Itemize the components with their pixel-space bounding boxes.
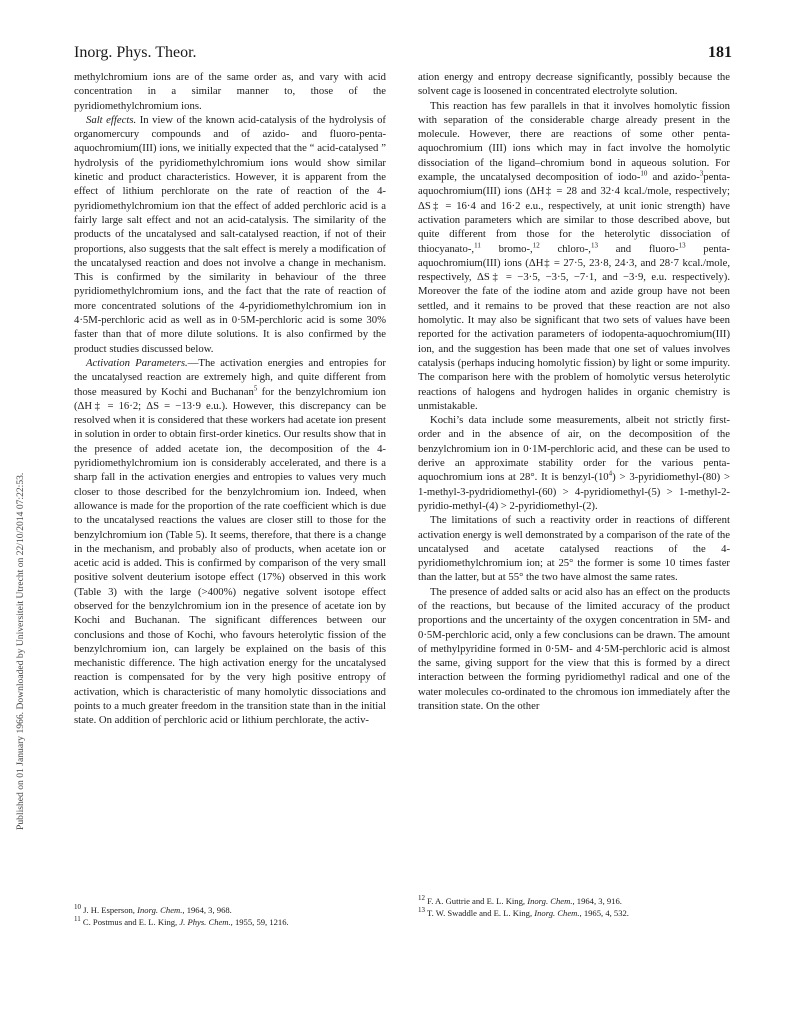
footnote-text: F. A. Guttrie and E. L. King, bbox=[425, 896, 528, 906]
paragraph-text: penta-aquochromium(III) ions (ΔH‡ = 27·5, 23·8, 24·3, and 28·7 kcal./mole, respectively, ΔS‡ = −3·5, −3·5, −7·1, and −3·9, e.u. respectively). Moreover the fate of the iodine atom and azide group have not been settled, and it remains to be proved that these reaction are not also homolytic. It may also be significant that two sets of values have been reported for the activation parameters of iodopenta-aquochromium(III) ion, and the suggestion has been made that one set of values involves catalysis (perhaps inducing homolytic fission) by light or some impurity. The comparison here with the problem of homolytic versus heterolytic reactions of halogens and hydrogen halides in organic chemistry is unmistakable. bbox=[418, 242, 730, 412]
footnote-journal: Inorg. Chem. bbox=[534, 907, 580, 918]
footnote-journal: J. Phys. Chem. bbox=[179, 916, 231, 927]
paragraph-activation-parameters bbox=[74, 356, 386, 728]
paragraph-salt-effects bbox=[74, 113, 386, 356]
reference-marker: 3 bbox=[699, 169, 704, 178]
section-heading-activation-parameters: Activation Parameters. bbox=[86, 356, 188, 369]
footnote-number: 12 bbox=[418, 894, 425, 903]
paragraph bbox=[418, 413, 730, 513]
paragraph-text: and azido- bbox=[647, 171, 700, 184]
reference-marker: 10 bbox=[640, 169, 648, 178]
left-column bbox=[74, 70, 386, 900]
footnote-text: C. Postmus and E. L. King, bbox=[80, 916, 180, 927]
paragraph-text: and fluoro- bbox=[597, 242, 679, 255]
paragraph-text: penta-aquochromium(III) ions (ΔH‡ = 28 and 32·4 kcal./mole, respectively; ΔS‡ = 16·4 and 16·2 e.u., respectively, at unit ionic strength) have activation parameters which are similar to those described above, but quite different from those for the heterolytic dissociation of thiocyanato-, bbox=[418, 171, 730, 255]
footnote-text: T. W. Swaddle and E. L. King, bbox=[425, 907, 535, 918]
section-heading-salt-effects: Salt effects. bbox=[86, 113, 137, 126]
page-number: 181 bbox=[708, 44, 732, 61]
paragraph-text: In view of the known acid-catalysis of the hydrolysis of organomercury compounds and of azido- and fluoro-penta-aquochromium(III) ions, we initially expected that the “ acid-catalysed ” hydrolysis of the pyridiomethylchromium ions would show similar kinetic and product characteristics. However, it is apparent from the effect of lithium perchlorate on the rate of reaction of the 4-pyridiomethylchromium ion that the effect of added perchloric acid is a fairly large salt effect and not an acid-catalysis. The similarity of the products of the uncatalysed and salt-catalysed reaction, if not of their proportions, also suggests that the salt effect is merely a modification of the uncatalysed reaction and does not involve a change in mechanism. This is confirmed by the similarity in behaviour of the three pyridiomethylchromium ions, and the fact that the rate of reaction of more concentrated solutions of the 4-pyridiomethylchromium ion in 4·5M-perchloric acid as well as in 0·5M-perchloric acid is some 30% faster than that of more dilute solutions. It is also confirmed by the product studies discussed below. bbox=[74, 113, 386, 355]
footnote bbox=[74, 905, 386, 917]
exponent: 4 bbox=[608, 469, 613, 478]
reference-marker: 5 bbox=[253, 383, 258, 392]
paragraph-text: bromo-, bbox=[480, 242, 533, 255]
footnote-tail: , 1964, 3, 968. bbox=[182, 905, 232, 915]
footnote-journal: Inorg. Chem. bbox=[137, 905, 183, 915]
paragraph: ation energy and entropy decrease significantly, possibly because the solvent cage is loosened in concentrated electrolyte solution. bbox=[418, 71, 730, 98]
paragraph: methylchromium ions are of the same order as, and vary with acid concentration in a similar manner to, those of the pyridiomethylchromium ions. bbox=[74, 71, 386, 112]
footnote-text: J. H. Esperson, bbox=[81, 905, 138, 915]
paragraph-text: ) > 3-pyridiomethyl-(80) > 1-methyl-3-pydridiomethyl-(60) > 4-pyridiomethyl-(5) > 1-methyl-2-pyridio-methyl-(4) > 2-pyridiomethyl-(2). bbox=[418, 471, 730, 512]
reference-marker: 13 bbox=[678, 241, 686, 249]
footnote-number: 11 bbox=[74, 914, 81, 923]
footnote bbox=[74, 914, 386, 929]
page-header bbox=[74, 44, 732, 66]
paragraph-text: for the benzylchromium ion (ΔH‡ = 16·2; ΔS = −13·9 e.u.). However, this discrepancy can be resolved when it is considered that these workers had acetate ion present in solution in order to obtain first-order kinetics. Our results show that in the presence of added acetate ion, the decomposition of the 4-pyridiomethylchromium ion is considerably accelerated, and there is a sharp fall in the activation energies and entropies to values very much closer to those described for the benzylchromium ion. Indeed, when allowance is made for the proportion of the rate coefficient which is due to the uncatalysed reactions the values are closer still to those for the benzylchromium ion (Table 5). It seems, therefore, that there is a change in the mechanism, and probably also of products, when acetate ion or acetic acid is added. This is confirmed by comparison of the very small positive solvent deuterium isotope effect (17%) observed in this work (Table 3) with the large (>400%) negative solvent isotope effect observed for the benzylchromium ion in the presence of acetate ion by Kochi and Buchanan. The significant differences between our conclusions and those of Kochi, who favours heterolytic fission of the benzylchromium ion, can largely be explained on the basis of this mechanistic difference. The high activation energy for the uncatalysed reaction is compensated for by the very high positive entropy of activation, which is characteristic of many homolytic dissociations and points to a much greater freedom in the transition state than in the initial state. On addition of perchloric acid or lithium perchlorate, the activ- bbox=[74, 385, 386, 727]
paragraph-text: This reaction has few parallels in that it involves homolytic fission with separation of the considerable charge already present in the molecule. However, there are reactions of some other penta-aquochromium (III) ions which may in fact involve the homolytic dissociation of the ligand–chromium bond in aqueous solution. For example, the uncatalysed decomposition of iodo- bbox=[418, 99, 730, 184]
footnote-number: 13 bbox=[418, 905, 425, 914]
footnote-tail: , 1964, 3, 916. bbox=[572, 896, 622, 906]
reference-marker: 12 bbox=[532, 241, 540, 249]
download-watermark bbox=[3, 200, 26, 830]
footnote-journal: Inorg. Chem. bbox=[527, 896, 573, 906]
paragraph: The presence of added salts or acid also has an effect on the products of the reactions, but because of the limited accuracy of the product proportions and the uncertainty of the oxygen concentration in 5M- and 0·5M-perchloric acid, only a few conclusions can be drawn. The amount of methylpyridine formed in 0·5M- and 4·5M-perchloric acid is almost the same, giving support for the view that this is formed by a direct interaction between the forming pyridiomethyl radical and one of the water molecules co-ordinated to the chromous ion immediately after the transition state. On the other bbox=[418, 585, 730, 713]
reference-marker: 13 bbox=[590, 241, 598, 249]
download-note: Published on 01 January 1966. Downloaded by Universiteit Utrecht on 22/10/2014 07:22:53. bbox=[15, 472, 26, 830]
footnote bbox=[418, 896, 730, 908]
paragraph bbox=[418, 99, 730, 414]
footnote bbox=[418, 905, 730, 920]
paragraph: The limitations of such a reactivity order in reactions of different activation energy is well demonstrated by a comparison of the rate of the uncatalysed and acetate catalysed reactions of the 4-pyridiomethylchromium ion; at 25° the former is some 10 times faster than the latter, but at 55° the two have almost the same rates. bbox=[418, 514, 730, 584]
paragraph-text: chloro-, bbox=[539, 242, 591, 255]
paragraph-text: Kochi’s data include some measurements, albeit not strictly first-order and in the absence of air, on the decomposition of the benzylchromium ion in 0·1M-perchloric acid, and these can be used to derive an approximate stability order for the various penta-aquochromium ions at 28°. It is benzyl-(10 bbox=[418, 414, 730, 484]
journal-title: Inorg. Phys. Theor. bbox=[74, 44, 197, 61]
footnote-tail: , 1955, 59, 1216. bbox=[230, 916, 289, 927]
footnotes-right bbox=[418, 896, 730, 919]
reference-marker: 11 bbox=[474, 241, 481, 249]
paragraph-text: —The activation energies and entropies for the uncatalysed reaction are extremely high, and quite different from those measured by Kochi and Buchanan bbox=[74, 356, 386, 398]
footnote-number: 10 bbox=[74, 903, 81, 912]
footnotes-left bbox=[74, 905, 386, 928]
footnote-tail: , 1965, 4, 532. bbox=[579, 907, 629, 918]
